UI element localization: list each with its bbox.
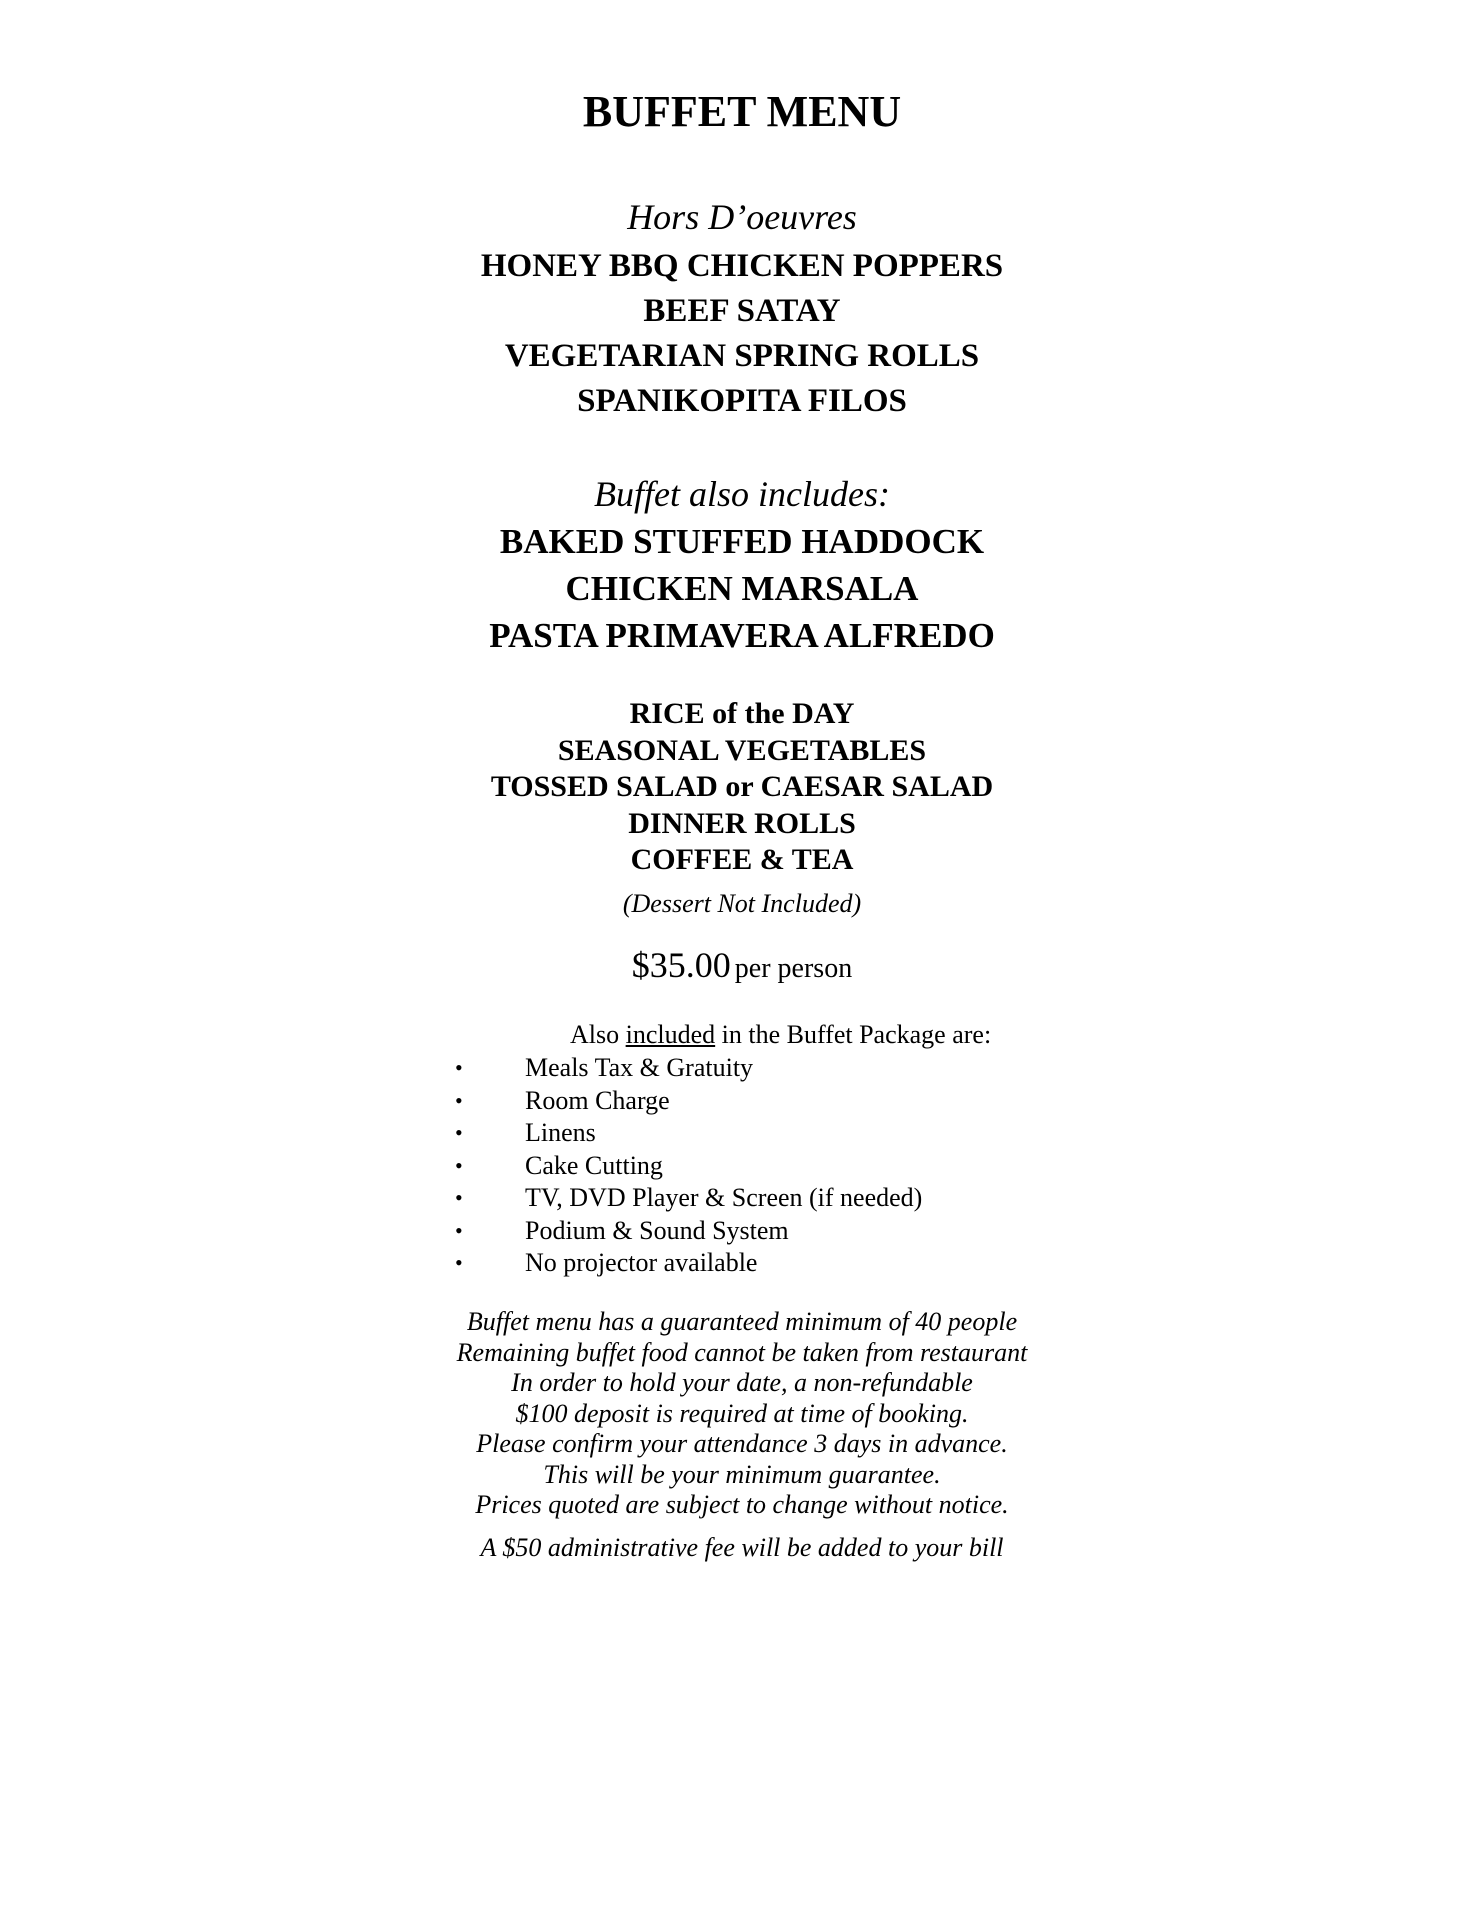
list-item: SPANIKOPITA FILOS xyxy=(577,383,907,419)
package-intro-end: in the Buffet Package are: xyxy=(715,1020,992,1049)
note-line: Buffet menu has a guaranteed minimum of 40 people xyxy=(466,1307,1018,1336)
note-line: $100 deposit is required at time of booking. xyxy=(515,1398,969,1428)
bullet-icon: • xyxy=(455,1152,463,1178)
list-item: SEASONAL VEGETABLES xyxy=(557,733,927,767)
hors-doeuvres-heading: Hors D’oeuvres xyxy=(627,197,857,237)
list-item: CHICKEN MARSALA xyxy=(565,569,919,608)
list-item-label: No projector available xyxy=(525,1248,758,1277)
list-item: BAKED STUFFED HADDOCK xyxy=(499,522,985,561)
list-item: BEEF SATAY xyxy=(643,293,841,329)
hors-doeuvres-list xyxy=(0,244,1484,424)
list-item-label: Cake Cutting xyxy=(525,1150,663,1180)
list-item: DINNER ROLLS xyxy=(628,806,856,840)
package-intro-emphasis: included xyxy=(625,1020,716,1049)
bullet-icon: • xyxy=(455,1185,463,1210)
bullet-icon: • xyxy=(455,1055,463,1080)
list-item: VEGETARIAN SPRING ROLLS xyxy=(504,338,980,374)
price-unit: per person xyxy=(734,953,853,984)
list-item: COFFEE & TEA xyxy=(630,843,854,876)
price-line xyxy=(0,942,1484,996)
bullet-icon: • xyxy=(455,1250,463,1275)
list-item: PASTA PRIMAVERA ALFREDO xyxy=(489,616,995,655)
list-item: HONEY BBQ CHICKEN POPPERS xyxy=(480,248,1004,284)
list-item-label: Linens xyxy=(525,1118,596,1147)
administrative-fee-note: A $50 administrative fee will be added to your bill xyxy=(480,1533,1004,1562)
dessert-note: (Dessert Not Included) xyxy=(622,889,862,918)
list-item: RICE of the DAY xyxy=(629,697,855,730)
bullet-icon: • xyxy=(455,1087,463,1113)
terms-notes xyxy=(0,1307,1484,1521)
list-item-label: Room Charge xyxy=(525,1085,670,1115)
note-line: Please confirm your attendance 3 days in advance. xyxy=(476,1429,1008,1458)
list-item-label: TV, DVD Player & Screen (if needed) xyxy=(525,1183,923,1212)
package-intro-start: Also xyxy=(570,1020,626,1049)
list-item-label: Meals Tax & Gratuity xyxy=(525,1053,754,1082)
page-title: BUFFET MENU xyxy=(582,87,902,136)
bullet-icon: • xyxy=(455,1217,463,1243)
buffet-includes-heading: Buffet also includes: xyxy=(594,474,890,514)
package-intro xyxy=(570,1018,991,1052)
note-line: This will be your minimum guarantee. xyxy=(543,1459,941,1489)
price-amount: $35.00 xyxy=(631,945,731,985)
note-line: Remaining buffet food cannot be taken from restaurant xyxy=(456,1337,1028,1367)
list-item: TOSSED SALAD or CAESAR SALAD xyxy=(490,770,994,803)
main-dishes-list xyxy=(0,518,1484,659)
list-item-label: Podium & Sound System xyxy=(525,1215,789,1245)
bullet-icon: • xyxy=(455,1120,463,1145)
note-line: In order to hold your date, a non-refundable xyxy=(511,1368,973,1397)
side-dishes-list xyxy=(0,696,1484,879)
note-line: Prices quoted are subject to change without notice. xyxy=(475,1490,1009,1519)
